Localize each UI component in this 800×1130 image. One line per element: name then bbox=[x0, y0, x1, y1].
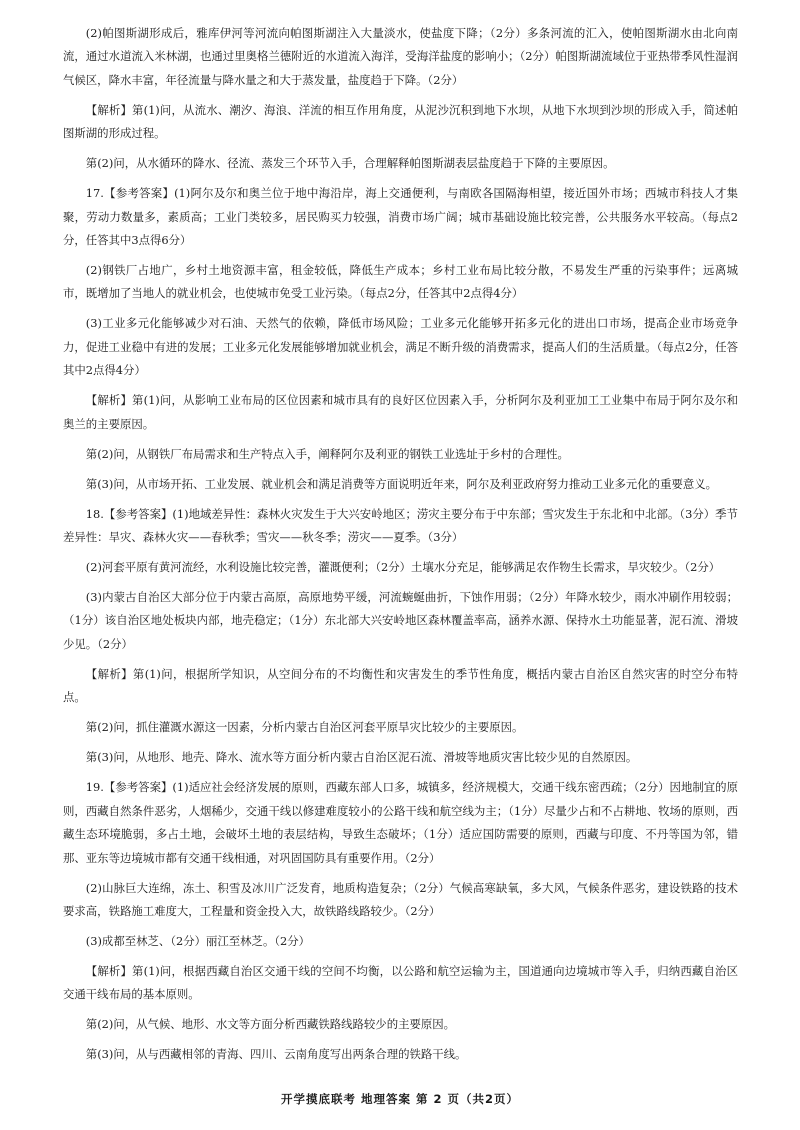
analysis-q16-part2: 第(2)问，从水循环的降水、径流、蒸发三个环节入手，合理解释帕图斯湖表层盐度趋于下降的主要原因。 bbox=[85, 156, 615, 171]
answer-q19-part1: 19.【参考答案】(1)适应社会经济发展的原则，西藏东部人口多，城镇多，经济规模大，交通干线东密西疏；（2分）因地制宜的原则，西藏自然条件恶劣，人烟稀少，交通干线以修建难度较小的公路干线和航空线为主；（1分）尽量少占和不占耕地、牧场的原则，西藏生态环境脆弱，多占土地，会破坏土地的表层结构，导致生态破坏；（1分）适应国防需要的原则，西藏与印度、不丹等国为邻，错那、亚东等边境城市都有交通干线相通，对巩固国防具有重要作用。（2分） bbox=[63, 780, 738, 865]
answer-q18-part3: (3)内蒙古自治区大部分位于内蒙古高原，高原地势平缓，河流蜿蜒曲折，下蚀作用弱；（2分）年降水较少，雨水冲刷作用较弱；（1分）该自治区地处板块内部，地壳稳定；（1分）东北部大兴安岭地区森林覆盖率高，涵养水源、保持水土功能显著，泥石流、滑坡少见。（2分） bbox=[63, 590, 738, 651]
answer-q17-part3: (3)工业多元化能够减少对石油、天然气的依赖，降低市场风险；工业多元化能够开拓多元化的进出口市场，提高企业市场竞争力，促进工业稳中有进的发展；工业多元化发展能够增加就业机会，满足不断升级的消费需求，提高人们的生活质量。（每点2分，任答其中2点得4分） bbox=[63, 316, 738, 378]
analysis-q17-part2: 第(2)问，从钢铁厂布局需求和生产特点入手，阐释阿尔及利亚的钢铁工业选址于乡村的合理性。 bbox=[85, 446, 569, 461]
analysis-q18-part2: 第(2)问，抓住灌溉水源这一因素，分析内蒙古自治区河套平原旱灾比较少的主要原因。 bbox=[85, 720, 524, 735]
analysis-q17-part3: 第(3)问，从市场开拓、工业发展、就业机会和满足消费等方面说明近年来，阿尔及利亚政府努力推动工业多元化的重要意义。 bbox=[85, 476, 718, 491]
analysis-q18-part3: 第(3)问，从地形、地壳、降水、流水等方面分析内蒙古自治区泥石流、滑坡等地质灾害比较少见的自然原因。 bbox=[85, 750, 638, 765]
answer-q18-part1: 18.【参考答案】(1)地域差异性：森林火灾发生于大兴安岭地区；涝灾主要分布于中东部；雪灾发生于东北和中北部。（3分）季节差异性：旱灾、森林火灾——春秋季；雪灾——秋冬季；涝灾——夏季。（3分） bbox=[63, 506, 738, 545]
analysis-q18-part1: 【解析】第(1)问，根据所学知识，从空间分布的不均衡性和灾害发生的季节性角度，概括内蒙古自治区自然灾害的时空分布特点。 bbox=[63, 666, 738, 705]
answer-q19-part3: (3)成都至林芝、（2分）丽江至林芝。（2分） bbox=[85, 933, 311, 948]
analysis-q17-part1: 【解析】第(1)问，从影响工业布局的区位因素和城市具有的良好区位因素入手，分析阿尔及利亚加工工业集中布局于阿尔及尔和奥兰的主要原因。 bbox=[63, 393, 738, 431]
answer-q16-part2: (2)帕图斯湖形成后，雅库伊河等河流向帕图斯湖注入大量淡水，使盐度下降；（2分）多条河流的汇入，使帕图斯湖水由北向南流，通过水道流入米林湖，也通过里奥格兰德附近的水道流入海洋，受海洋盐度的影响小；（2分）帕图斯湖流域位于亚热带季风性湿润气候区，降水丰富，年径流量与降水量之和大于蒸发量，盐度趋于下降。（2分） bbox=[63, 26, 738, 87]
answer-q17-part2: (2)钢铁厂占地广，乡村土地资源丰富，租金较低，降低生产成本；乡村工业布局比较分散，不易发生严重的污染事件；远离城市，既增加了当地人的就业机会，也使城市免受工业污染。（每点2分，任答其中2点得4分） bbox=[63, 263, 738, 301]
analysis-q19-part1: 【解析】第(1)问，根据西藏自治区交通干线的空间不均衡，以公路和航空运输为主，国道通向边境城市等入手，归纳西藏自治区交通干线布局的基本原则。 bbox=[63, 963, 738, 1002]
answer-q18-part2: (2)河套平原有黄河流经，水利设施比较完善，灌溉便利；（2分）土壤水分充足，能够满足农作物生长需求，旱灾较少。（2分） bbox=[85, 560, 721, 575]
answer-q17-part1: 17.【参考答案】(1)阿尔及尔和奥兰位于地中海沿岸，海上交通便利，与南欧各国隔海相望，接近国外市场；西城市科技人才集聚，劳动力数量多，素质高；工业门类较多，居民购买力较强，消费市场广阔；城市基础设施比较完善，公共服务水平较高。（每点2分，任答其中3点得6分） bbox=[63, 186, 738, 248]
analysis-q16-part1: 【解析】第(1)问，从流水、潮汐、海浪、洋流的相互作用角度，从泥沙沉积到地下水坝，从地下水坝到沙坝的形成入手，简述帕图斯湖的形成过程。 bbox=[63, 102, 738, 141]
answer-q19-part2: (2)山脉巨大连绵，冻土、积雪及冰川广泛发育，地质构造复杂；（2分）气候高寒缺氧，多大风，气候条件恶劣，建设铁路的技术要求高，铁路施工难度大，工程量和资金投入大，故铁路线路较少。（2分） bbox=[63, 880, 738, 918]
page-footer: 开学摸底联考 地理答案 第 2 页（共2页） bbox=[280, 1092, 520, 1106]
analysis-q19-part2: 第(2)问，从气候、地形、水文等方面分析西藏铁路线路较少的主要原因。 bbox=[85, 1017, 456, 1032]
analysis-q19-part3: 第(3)问，从与西藏相邻的青海、四川、云南角度写出两条合理的铁路干线。 bbox=[85, 1047, 467, 1062]
